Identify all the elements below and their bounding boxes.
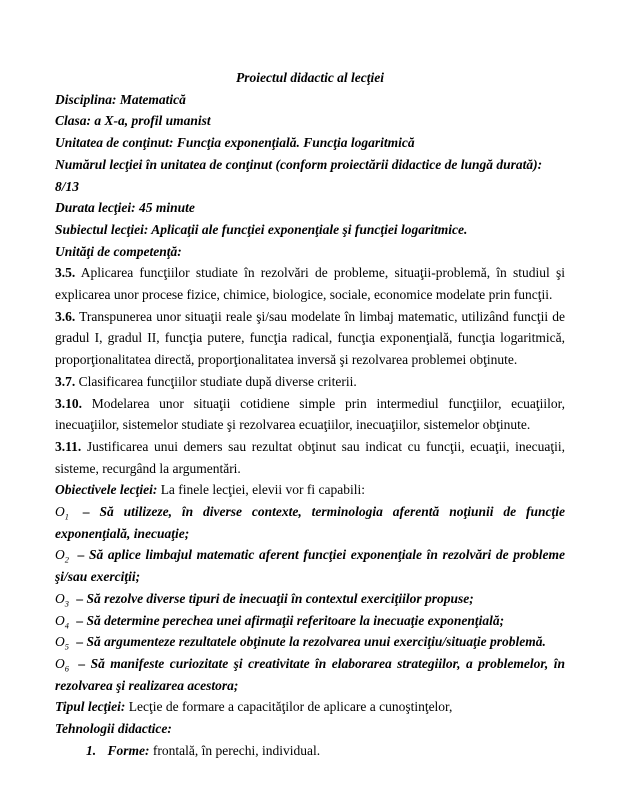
- objective-subscript: 4: [64, 621, 69, 631]
- header-line-durata: Durata lecţiei: 45 minute: [55, 200, 195, 216]
- objective-symbol: $O_1$: [55, 504, 69, 522]
- objectives-intro-label: Obiectivele lecţiei:: [55, 482, 158, 498]
- objective-subscript: 5: [64, 642, 69, 652]
- header-line-unitati-competenta: Unităţi de competenţă:: [55, 243, 182, 259]
- objective-item-o6: [55, 653, 565, 696]
- competency-item-3-11: [55, 436, 565, 479]
- objective-text: – Să manifeste curiozitate şi creativitate în elaborarea strategiilor, a problemelor, în rezolvarea şi realizarea acestora;: [55, 655, 565, 693]
- competency-item-3-7: [55, 371, 565, 393]
- competency-item-3-6: [55, 306, 565, 371]
- competency-number: 3.5.: [55, 265, 76, 281]
- technology-item-forme: [55, 740, 565, 762]
- objectives-intro: [55, 479, 565, 501]
- technologies-heading: Tehnologii didactice:: [55, 721, 172, 737]
- header-line-disciplina: Disciplina: Matematică: [55, 91, 186, 107]
- competency-text: Transpunerea unor situaţii reale şi/sau modelate în limbaj matematic, utilizând funcţii de gradul I, gradul II, funcţia putere, funcţia radical, funcţia exponenţială, funcţia logaritmică, proporţionalitatea directă, proporţionalitatea inversă şi rezolvarea problemei obţinute.: [55, 308, 565, 368]
- objective-symbol: $O_3$: [55, 590, 69, 609]
- objective-text: – Să argumenteze rezultatele obţinute la rezolvarea unui exerciţiu/situaţie problemă.: [76, 634, 546, 650]
- objective-text: – Să utilizeze, în diverse contexte, terminologia aferentă noţiunii de funcţie exponenţială, inecuaţie;: [55, 504, 565, 541]
- objective-symbol: $O_4$: [55, 612, 69, 631]
- objective-text: – Să determine perechea unei afirmaţii referitoare la inecuaţie exponenţială;: [76, 612, 505, 628]
- competency-item-3-10: [55, 393, 565, 436]
- objective-item-o4: [55, 610, 565, 632]
- header-line-clasa: Clasa: a X-a, profil umanist: [55, 113, 211, 129]
- competency-number: 3.11.: [55, 438, 82, 454]
- competency-text: Justificarea unui demers sau rezultat obţinut sau indicat cu funcţii, ecuaţii, inecuaţii, sisteme, recurgând la argumentări.: [55, 438, 565, 476]
- objective-item-o2: [55, 544, 565, 587]
- header-line-subiectul: Subiectul lecţiei: Aplicaţii ale funcţiei exponenţiale şi funcţiei logaritmice.: [55, 221, 468, 237]
- objective-subscript: 3: [64, 599, 69, 609]
- technology-item-label: Forme:: [107, 742, 150, 758]
- objective-symbol: $O_6$: [55, 655, 69, 674]
- competency-text: Clasificarea funcţiilor studiate după diverse criterii.: [78, 373, 357, 389]
- objective-subscript: 2: [64, 556, 69, 566]
- objective-item-o1: [55, 501, 565, 544]
- objective-symbol: $O_2$: [55, 547, 69, 566]
- objective-text: – Să rezolve diverse tipuri de inecuaţii în contextul exerciţiilor propuse;: [76, 590, 474, 606]
- objective-symbol: $O_5$: [55, 634, 69, 652]
- lesson-type-text: Lecţie de formare a capacităţilor de aplicare a cunoştinţelor,: [128, 699, 453, 715]
- lesson-type-line: [55, 696, 565, 718]
- competency-text: Aplicarea funcţiilor studiate în rezolvări de probleme, situaţii-problemă, în studiul şi explicarea unor procese fizice, chimice, biologice, sociale, economice modelate prin funcţii.: [55, 265, 565, 303]
- objectives-intro-text: La finele lecţiei, elevii vor fi capabili:: [160, 482, 365, 498]
- competency-number: 3.10.: [55, 395, 82, 411]
- technology-item-text: frontală, în perechi, individual.: [152, 742, 321, 758]
- header-line-unitatea: Unitatea de conţinut: Funcţia exponenţială. Funcţia logaritmică: [55, 135, 415, 151]
- document-title: Proiectul didactic al lecţiei: [235, 70, 385, 85]
- competency-number: 3.7.: [55, 373, 76, 389]
- objective-subscript: 6: [64, 664, 69, 674]
- header-line-numarul-lectiei: Numărul lecţiei în unitatea de conţinut (conform proiectării didactice de lungă durată): 8/13: [55, 156, 543, 194]
- objective-item-o3: [55, 588, 565, 610]
- competency-item-3-5: [55, 262, 565, 305]
- objective-subscript: 1: [64, 512, 69, 522]
- competency-text: Modelarea unor situaţii cotidiene simple prin intermediul funcţiilor, ecuaţiilor, inecuaţiilor, sistemelor studiate şi rezolvarea ecuaţiilor, inecuaţiilor, sistemelor obţinute.: [55, 395, 565, 433]
- technology-item-number: 1.: [86, 742, 97, 758]
- lesson-type-label: Tipul lecţiei:: [55, 699, 126, 715]
- objective-text: – Să aplice limbajul matematic aferent funcţiei exponenţiale în rezolvări de probleme şi/sau exerciţii;: [55, 547, 566, 585]
- competency-number: 3.6.: [55, 308, 76, 324]
- objective-item-o5: [55, 631, 565, 653]
